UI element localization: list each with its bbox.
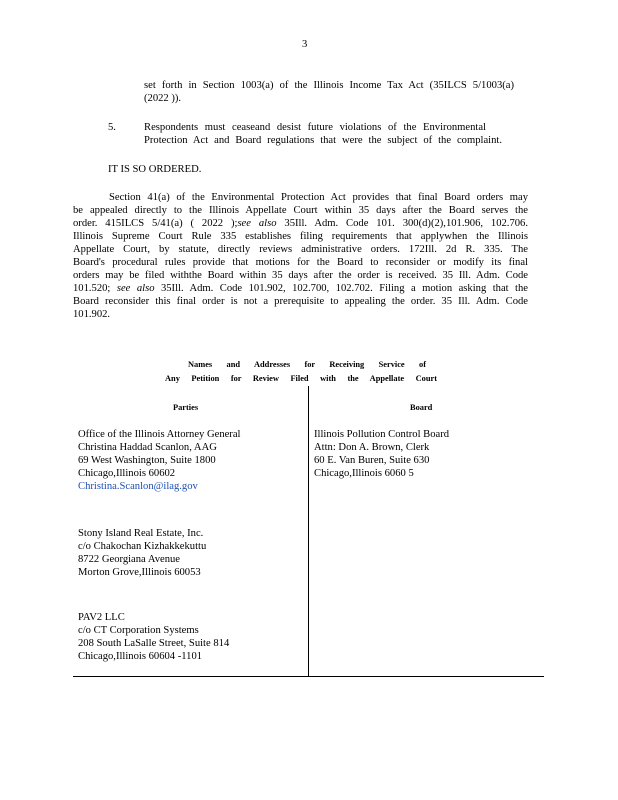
order-item-5-line-1: Respondents must ceaseand desist future violations of the Environmental <box>144 122 486 133</box>
notice-line-9: Board reconsider this final order is not a prerequisite to appealing the order. 35 Ill. Adm. Code <box>73 296 528 307</box>
order-item-5-number: 5. <box>108 122 116 133</box>
party-block-stony-island <box>78 527 206 579</box>
notice-line-3a: order. 415ILCS 5/41(a) ( 2022 ); <box>73 218 238 229</box>
party-2-line-3: 8722 Georgiana Avenue <box>78 554 180 565</box>
party-2-line-1: Stony Island Real Estate, Inc. <box>78 528 204 539</box>
notice-line-2: be appealed directly to the Illinois Appellate Court within 35 days after the Board serves the <box>73 205 528 216</box>
order-item-5-text-2 <box>144 134 502 147</box>
notice-line-8b: 35Ill. Adm. Code 101.902, 102.700, 102.702. Filing a motion asking that the <box>154 283 529 294</box>
party-1-email-link[interactable]: Christina.Scanlon@ilag.gov <box>78 481 198 492</box>
notice-line-3b: 35Ill. Adm. Code 101. 300(d)(2),101.906, 102.706. <box>276 218 528 229</box>
board-line-1: Illinois Pollution Control Board <box>314 429 450 440</box>
see-also-italic-2: see also <box>116 283 155 294</box>
notice-line-5: Appellate Court, by statute, directly reviews administrative orders. 172Ill. 2d R. 335. The <box>73 244 528 255</box>
notice-line-6: Board's procedural rules provide that motions for the Board to reconsider or modify its final <box>73 257 528 268</box>
column-header-parties: Parties <box>173 403 199 412</box>
order-item-4-line-1: set forth in Section 1003(a) of the Illinois Income Tax Act (35ILCS 5/1003(a) <box>144 80 514 91</box>
notice-line-3 <box>73 217 528 230</box>
party-3-line-1: PAV2 LLC <box>78 612 125 623</box>
appeal-notice-paragraph <box>73 191 528 321</box>
board-line-4: Chicago,Illinois 6060 5 <box>314 468 414 479</box>
party-1-line-4: Chicago,Illinois 60602 <box>78 468 176 479</box>
party-3-line-4: Chicago,Illinois 60604 -1101 <box>78 651 203 662</box>
board-line-3: 60 E. Van Buren, Suite 630 <box>314 455 430 466</box>
party-1-line-2: Christina Haddad Scanlon, AAG <box>78 442 217 453</box>
party-1-line-3: 69 West Washington, Suite 1800 <box>78 455 216 466</box>
service-table-title-line-1: Names and Addresses for Receiving Service of <box>188 360 426 369</box>
order-item-4-continuation <box>144 79 514 105</box>
notice-line-7: orders may be filed withthe Board within 35 days after the order is received. 35 Ill. Adm. Code <box>73 270 528 281</box>
table-bottom-rule <box>73 676 544 677</box>
party-3-line-3: 208 South LaSalle Street, Suite 814 <box>78 638 230 649</box>
column-header-board: Board <box>410 403 433 412</box>
order-item-4-line-2: (2022 )). <box>144 93 182 104</box>
party-2-line-2: c/o Chakochan Kizhakkekuttu <box>78 541 207 552</box>
table-column-divider <box>308 386 309 676</box>
party-block-pav2 <box>78 611 229 663</box>
order-item-5-text <box>144 121 486 134</box>
party-block-attorney-general <box>78 428 241 493</box>
notice-line-8a: 101.520; <box>73 283 117 294</box>
board-block-pollution-control-board <box>314 428 449 480</box>
board-line-2: Attn: Don A. Brown, Clerk <box>314 442 430 453</box>
order-item-5-line-2: Protection Act and Board regulations that were the subject of the complaint. <box>144 135 502 146</box>
notice-line-1: Section 41(a) of the Environmental Protection Act provides that final Board orders may <box>109 192 528 203</box>
so-ordered-heading: IT IS SO ORDERED. <box>108 164 202 175</box>
see-also-italic: see also <box>237 218 277 229</box>
notice-line-8 <box>73 282 528 295</box>
party-1-line-1: Office of the Illinois Attorney General <box>78 429 241 440</box>
service-table-title-line-2: Any Petition for Review Filed with the Appellate Court <box>165 374 437 383</box>
notice-line-4: Illinois Supreme Court Rule 335 establishes filing requirements that applywhen the Illinois <box>73 231 528 242</box>
notice-line-10: 101.902. <box>73 309 111 320</box>
party-2-line-4: Morton Grove,Illinois 60053 <box>78 567 201 578</box>
party-3-line-2: c/o CT Corporation Systems <box>78 625 199 636</box>
page-number: 3 <box>302 39 308 50</box>
